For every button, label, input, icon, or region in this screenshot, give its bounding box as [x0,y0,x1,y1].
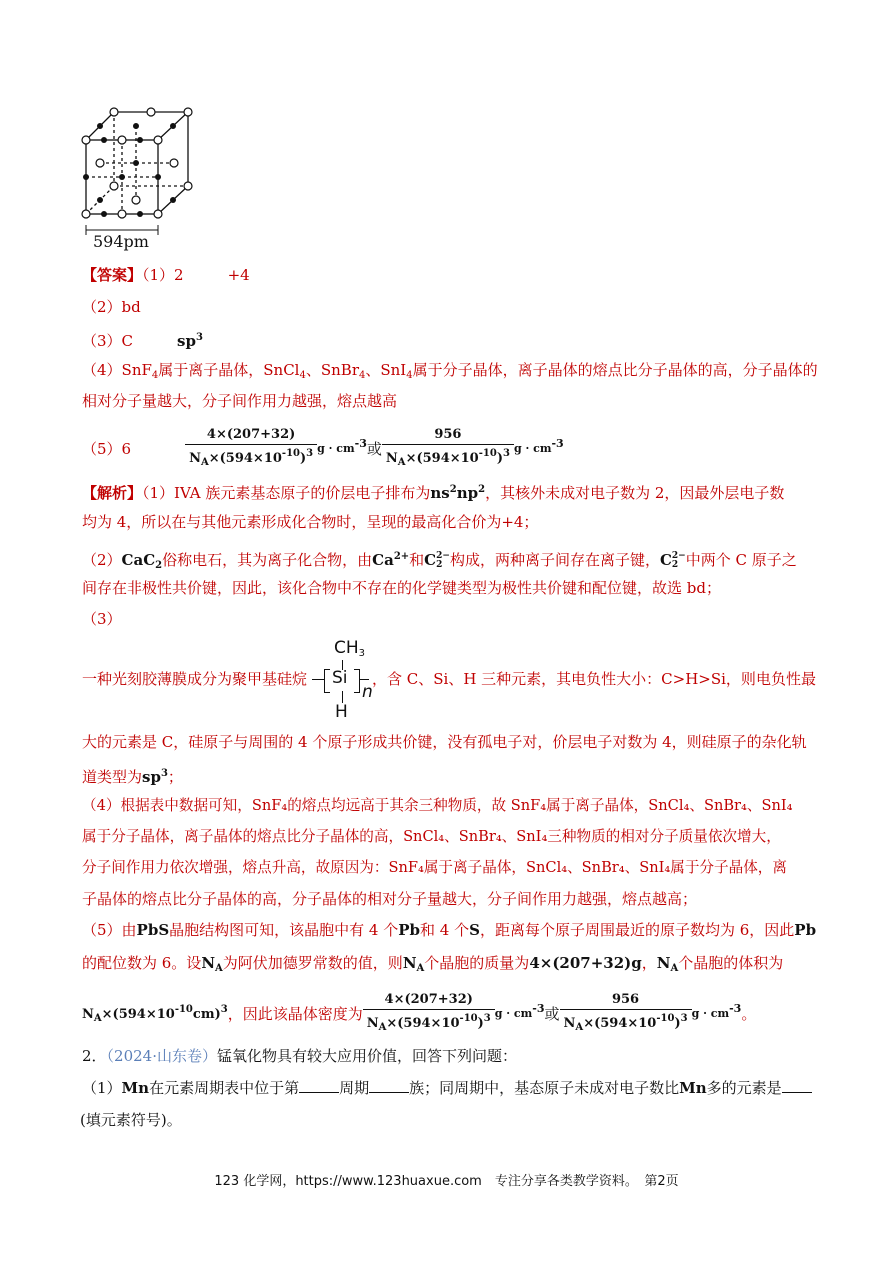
answer-tag: 【答案】 [82,266,143,284]
analysis-p5-line2: 的配位数为 6。设$N_A$为阿伏加德罗常数的值，则$N_A$个晶胞的质量为4×(207+32)g，$N_A$个晶胞的体积为 [82,954,784,974]
analysis-tag: 【解析】 [82,484,143,502]
answer-density-fraction-1: $\frac{4\times(207+32)}{N_A\times(594\times 10^{-10})^3}$ [185,426,317,472]
analysis-p4-line1: （4）根据表中数据可知，SnF₄的熔点均远高于其余三种物质，故 SnF₄属于离子晶体，SnCl₄、SnBr₄、SnI₄ [82,797,793,814]
analysis-p5-line3: $N_A\times(594\times 10^{-10}cm)^3$，因此该晶体密度为 $\frac{4\times(207+32)}{N_A\times(594\times 10^{-10})^3}$ $g \cdot cm^{-3}$或 $\frac{956}{N_A\times(594\times 10^{-10})^3}$ $g \cdot cm^{-3}$。 [82,988,756,1030]
analysis-p3-a: 一种光刻胶薄膜成分为聚甲基硅烷 [82,670,308,688]
answer-density-fraction-2: $\frac{956}{N_A\times(594\times 10^{-10})^3}$ [382,426,514,472]
answer-blank-period[interactable] [299,1078,339,1093]
analysis-p3-b: ，含 C、Si、H 三种元素，其电负性大小：C>H>Si，则电负性最 [372,670,816,688]
answer-q3: （3）C $sp^3$ [82,332,203,350]
polymethylsilane-structure: $CH_3$ Si n H [312,636,382,722]
analysis-p3-line3: 道类型为$sp^3$； [82,768,183,786]
answer-blank-group[interactable] [369,1078,409,1093]
analysis-p4-line4: 子晶体的熔点比分子晶体的高，分子晶体的相对分子量越大，分子间作用力越强，熔点越高； [82,890,698,908]
question2-part1: （1）Mn在元素周期表中位于第 周期 族；同周期中，基态原子未成对电子数比Mn多的元素是 [82,1078,812,1098]
analysis-p5: （5）由PbS晶胞结构图可知，该晶胞中有 4 个Pb和 4 个S，距离每个原子周围最近的原子数均为 6，因此Pb [82,921,817,939]
answer-q2: （2）bd [82,298,141,316]
analysis-density-fraction-1: $\frac{4\times(207+32)}{N_A\times(594\times 10^{-10})^3}$ [363,991,495,1037]
analysis-p3-label: （3） [82,610,122,628]
dimension-label: 594pm [93,232,149,251]
question2-intro: 2．（2024·山东卷）锰氧化物具有较大应用价值，回答下列问题： [82,1047,518,1065]
analysis-p4-line3: 分子间作用力依次增强，熔点升高，故原因为：SnF₄属于离子晶体，SnCl₄、SnBr₄、SnI₄属于分子晶体，离 [82,859,787,876]
answer-q4: （4）SnF$_4$属于离子晶体，SnCl$_4$、SnBr$_4$、SnI$_4$属于分子晶体，离子晶体的熔点比分子晶体的高，分子晶体的 [82,361,818,381]
analysis-density-fraction-2: $\frac{956}{N_A\times(594\times 10^{-10})^3}$ [560,991,692,1037]
page-footer: 123 化学网，https://www.123huaxue.com 专注分享各类教学资料。 第2页 [214,1174,679,1189]
analysis-p1: 【解析】（1）IVA 族元素基态原子的价层电子排布为$ns^2np^2$，其核外未成对电子数为 2，因最外层电子数 [82,484,785,502]
analysis-p2: （2）CaC$_2$俗称电石，其为离子化合物，由$Ca^{2+}$和C 2− 2 构成，两种离子间存在离子键，C 2− 2 中两个 C 原子之 [82,551,797,571]
analysis-p3-line2: 大的元素是 C，硅原子与周围的 4 个原子形成共价键，没有孤电子对，价层电子对数为 4，则硅原子的杂化轨 [82,733,807,751]
analysis-p2-line2: 间存在非极性共价键，因此，该化合物中不存在的化学键类型为极性共价键和配位键，故选 bd； [82,579,721,597]
answer-q1: 【答案】（1）2 +4 [82,266,250,284]
answer-q5: （5）6 $\frac{4\times(207+32)}{N_A\times(594\times 10^{-10})^3}$ $g \cdot cm^{-3}$或 $\frac{956}{N_A\times(594\times 10^{-10})^3}$ $g \cdot cm^{-3}$ [82,423,564,465]
answer-q4-line2: 相对分子量越大，分子间作用力越强，熔点越高 [82,392,398,410]
analysis-p1-line2: 均为 4，所以在与其他元素形成化合物时，呈现的最高化合价为+4； [82,513,539,531]
analysis-p4-line2: 属于分子晶体，离子晶体的熔点比分子晶体的高，SnCl₄、SnBr₄、SnI₄三种物质的相对分子质量依次增大， [82,828,781,845]
answer-blank-element[interactable] [782,1078,812,1093]
question2-part1-line2: (填元素符号)。 [80,1111,182,1129]
